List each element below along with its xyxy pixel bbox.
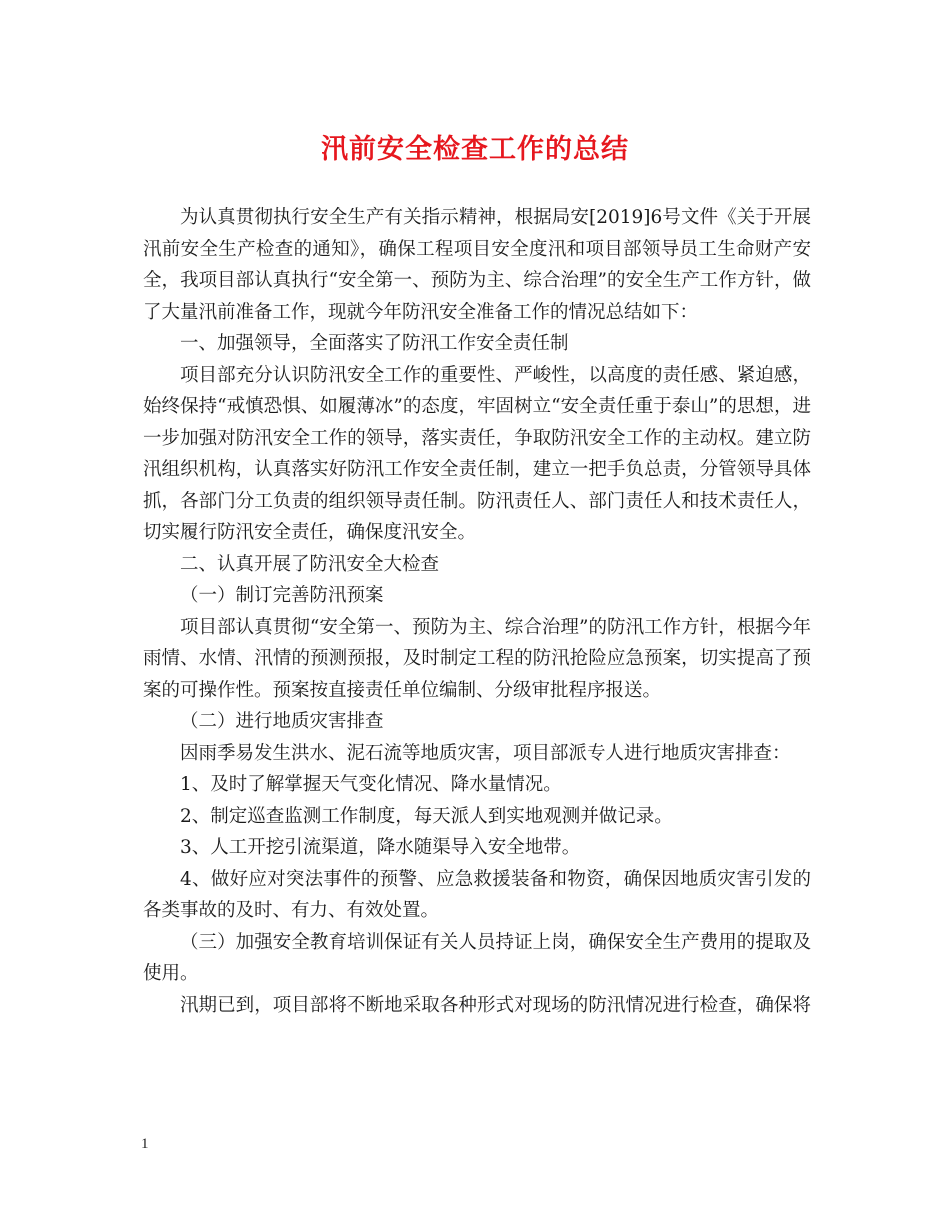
list-item-1: 1、及时了解掌握天气变化情况、降水量情况。 [180,774,562,795]
intro-paragraph: 为认真贯彻执行安全生产有关指示精神，根据局安[2019]6号文件《关于开展汛前安全生产检查的通知》，确保工程项目安全度汛和项目部领导员工生命财产安全，我项目部认真执行“安全第一、预防为主、综合治理”的安全生产工作方针，做了大量汛前准备工作，现就今年防汛安全准备工作的情况总结如下： [143,207,811,323]
document-body [143,202,811,1021]
subsection-heading-2: （二）进行地质灾害排查 [180,711,384,732]
closing-paragraph: 汛期已到，项目部将不断地采取各种形式对现场的防汛情况进行检查，确保将 [180,994,811,1016]
subsection-heading-3: （三）加强安全教育培训保证有关人员持证上岗，确保安全生产费用的提取及使用。 [143,931,811,984]
subsection-1-paragraph: 项目部认真贯彻“安全第一、预防为主、综合治理”的防汛工作方针，根据今年雨情、水情、汛情的预测预报，及时制定工程的防汛抢险应急预案，切实提高了预案的可操作性。预案按直接责任单位编制、分级审批程序报送。 [143,616,811,701]
subsection-2-paragraph: 因雨季易发生洪水、泥石流等地质灾害，项目部派专人进行地质灾害排查： [180,742,791,764]
list-item-2: 2、制定巡查监测工作制度，每天派人到实地观测并做记录。 [180,805,673,827]
document-title: 汛前安全检查工作的总结 [321,134,629,165]
section-heading-2: 二、认真开展了防汛安全大检查 [180,553,440,575]
list-item-4: 4、做好应对突法事件的预警、应急救援装备和物资，确保因地质灾害引发的各类事故的及时、有力、有效处置。 [143,868,811,921]
page-number: 1 [141,1136,149,1152]
section-heading-1: 一、加强领导，全面落实了防汛工作安全责任制 [180,333,569,354]
list-item-3: 3、人工开挖引流渠道，降水随渠导入安全地带。 [180,837,581,858]
subsection-heading-1: （一）制订完善防汛预案 [180,585,384,606]
section-1-paragraph: 项目部充分认识防汛安全工作的重要性、严峻性，以高度的责任感、紧迫感，始终保持“戒慎恐惧、如履薄冰”的态度，牢固树立“安全责任重于泰山”的思想，进一步加强对防汛安全工作的领导，落实责任，争取防汛安全工作的主动权。建立防汛组织机构，认真落实好防汛工作安全责任制，建立一把手负总责，分管领导具体抓，各部门分工负责的组织领导责任制。防汛责任人、部门责任人和技术责任人，切实履行防汛安全责任，确保度汛安全。 [143,364,811,543]
